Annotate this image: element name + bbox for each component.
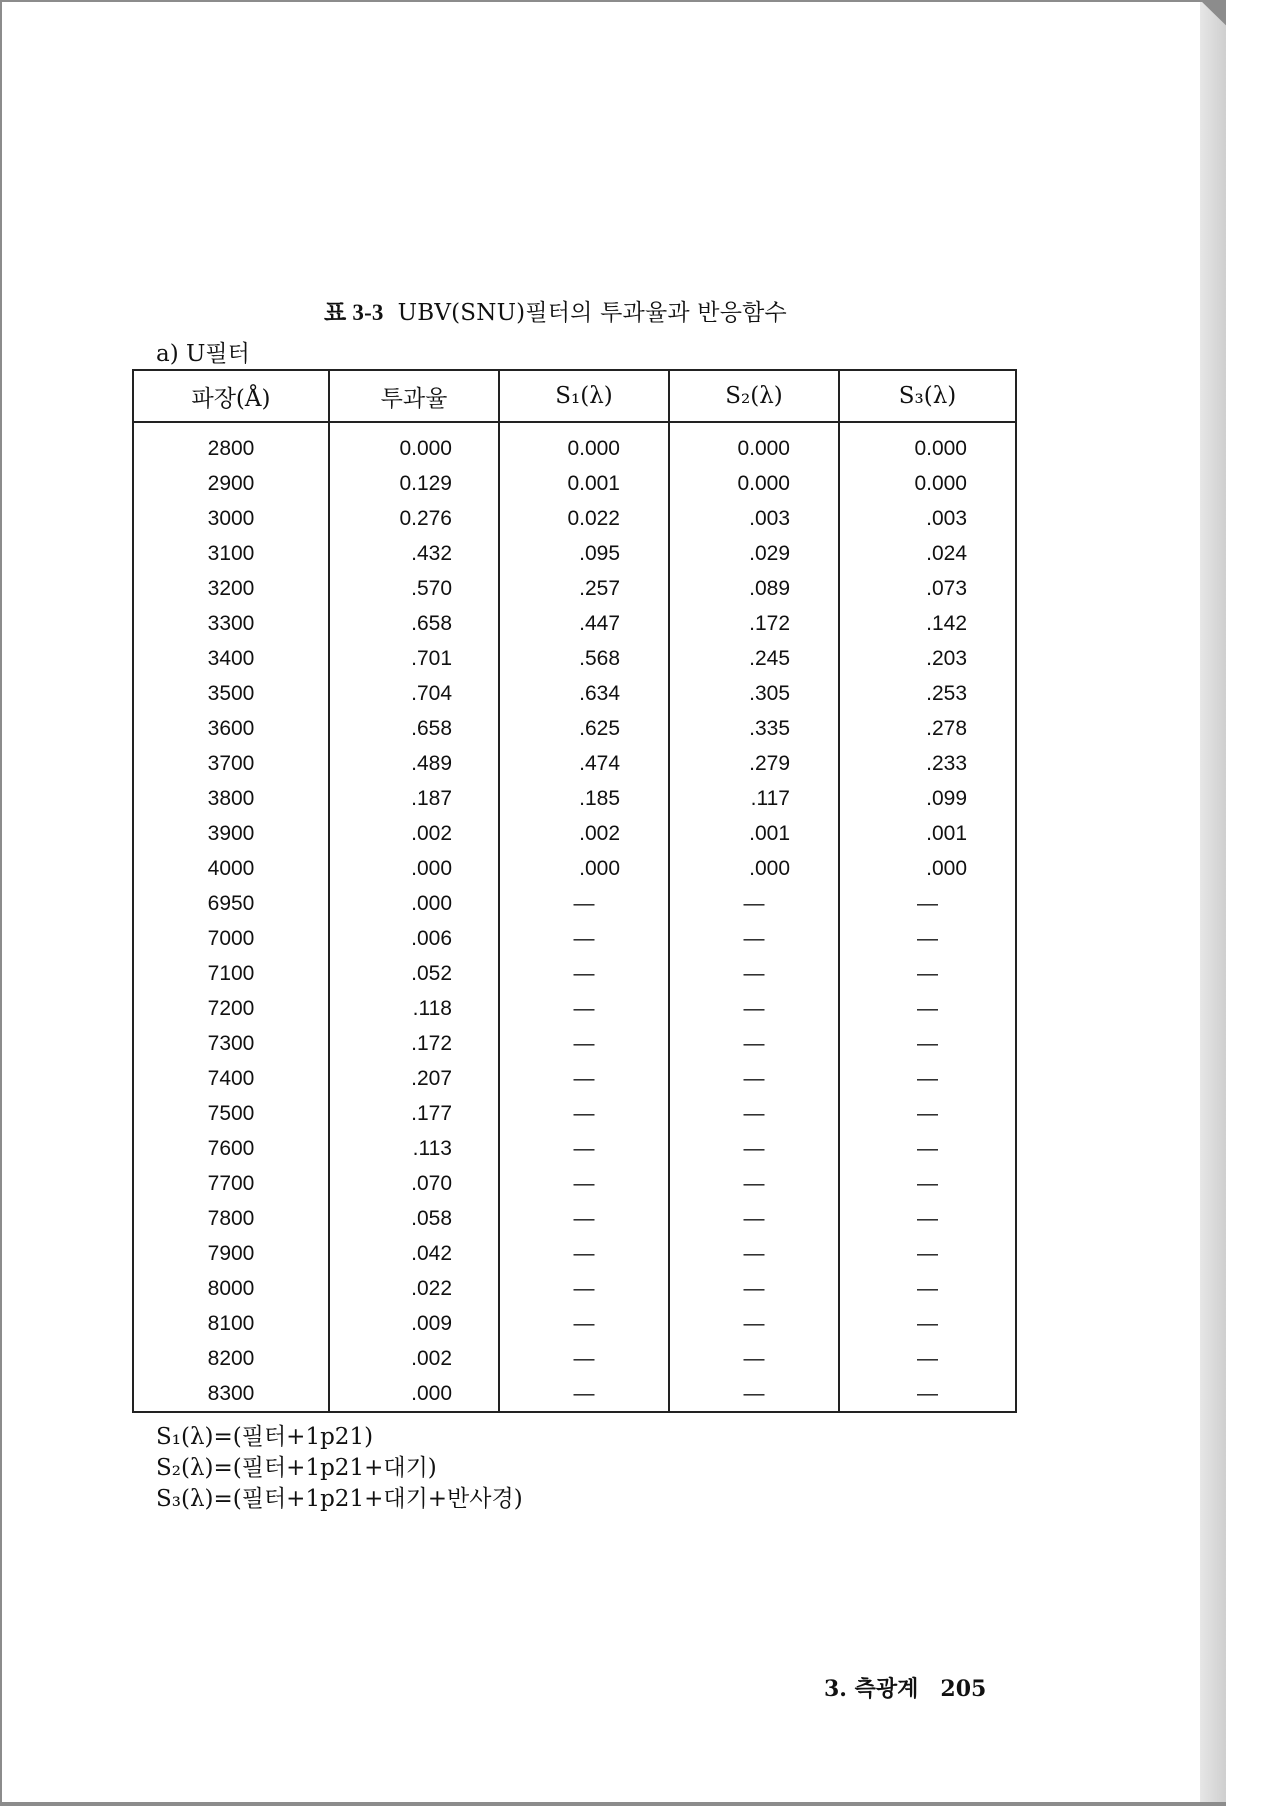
value-cell: 0.000	[499, 422, 669, 466]
value-cell: —	[839, 886, 1016, 921]
value-cell: .704	[329, 676, 499, 711]
value-cell: —	[839, 921, 1016, 956]
value-cell: —	[499, 1061, 669, 1096]
value-cell: 0.000	[839, 466, 1016, 501]
value-cell: .001	[839, 816, 1016, 851]
header-s1: S₁(λ)	[499, 370, 669, 422]
value-cell: —	[839, 1271, 1016, 1306]
value-cell: .042	[329, 1236, 499, 1271]
value-cell: .024	[839, 536, 1016, 571]
value-cell: .245	[669, 641, 839, 676]
value-cell: .432	[329, 536, 499, 571]
value-cell: —	[499, 1376, 669, 1412]
value-cell: .177	[329, 1096, 499, 1131]
header-s3: S₃(λ)	[839, 370, 1016, 422]
table-row	[133, 676, 1016, 711]
value-cell: .000	[329, 1376, 499, 1412]
table-number: 표 3-3	[324, 300, 384, 325]
value-cell: .447	[499, 606, 669, 641]
value-cell: —	[669, 956, 839, 991]
page-edge	[1200, 2, 1226, 1802]
wavelength-cell: 3700	[133, 746, 329, 781]
value-cell: .099	[839, 781, 1016, 816]
header-s2: S₂(λ)	[669, 370, 839, 422]
table-row	[133, 501, 1016, 536]
wavelength-cell: 8200	[133, 1341, 329, 1376]
value-cell: 0.000	[839, 422, 1016, 466]
wavelength-cell: 7400	[133, 1061, 329, 1096]
wavelength-cell: 7300	[133, 1026, 329, 1061]
value-cell: —	[669, 1026, 839, 1061]
value-cell: 0.129	[329, 466, 499, 501]
value-cell: .003	[839, 501, 1016, 536]
transmission-table	[132, 369, 1017, 1413]
value-cell: .474	[499, 746, 669, 781]
value-cell: .253	[839, 676, 1016, 711]
value-cell: .172	[669, 606, 839, 641]
value-cell: .279	[669, 746, 839, 781]
table-row	[133, 816, 1016, 851]
value-cell: .117	[669, 781, 839, 816]
table-row	[133, 781, 1016, 816]
document-page	[2, 2, 1200, 1802]
page-footer	[824, 1672, 986, 1703]
wavelength-cell: 3300	[133, 606, 329, 641]
wavelength-cell: 7100	[133, 956, 329, 991]
value-cell: —	[669, 1271, 839, 1306]
value-cell: .029	[669, 536, 839, 571]
value-cell: —	[839, 956, 1016, 991]
value-cell: .073	[839, 571, 1016, 606]
value-cell: .207	[329, 1061, 499, 1096]
table-row	[133, 1096, 1016, 1131]
value-cell: 0.001	[499, 466, 669, 501]
table-row	[133, 1201, 1016, 1236]
value-cell: —	[669, 1236, 839, 1271]
table-row	[133, 1341, 1016, 1376]
table-row	[133, 536, 1016, 571]
table-row	[133, 466, 1016, 501]
value-cell: —	[839, 1131, 1016, 1166]
table-caption: UBV(SNU)필터의 투과율과 반응함수	[397, 300, 787, 326]
value-cell: .172	[329, 1026, 499, 1061]
value-cell: .233	[839, 746, 1016, 781]
table-row	[133, 851, 1016, 886]
table-row	[133, 1026, 1016, 1061]
table-row	[133, 606, 1016, 641]
value-cell: .278	[839, 711, 1016, 746]
value-cell: .002	[329, 816, 499, 851]
wavelength-cell: 3400	[133, 641, 329, 676]
value-cell: —	[669, 1306, 839, 1341]
value-cell: —	[839, 1341, 1016, 1376]
value-cell: .089	[669, 571, 839, 606]
value-cell: 0.000	[669, 422, 839, 466]
value-cell: —	[839, 1166, 1016, 1201]
value-cell: .022	[329, 1271, 499, 1306]
value-cell: 0.276	[329, 501, 499, 536]
table-row	[133, 956, 1016, 991]
value-cell: —	[499, 956, 669, 991]
value-cell: —	[839, 1306, 1016, 1341]
wavelength-cell: 3100	[133, 536, 329, 571]
value-cell: .000	[669, 851, 839, 886]
value-cell: 0.000	[329, 422, 499, 466]
value-cell: —	[669, 1341, 839, 1376]
table-row	[133, 422, 1016, 466]
value-cell: —	[839, 1236, 1016, 1271]
value-cell: —	[499, 1236, 669, 1271]
table-row	[133, 746, 1016, 781]
note-s1: S₁(λ)=(필터+1p21)	[156, 1424, 374, 1450]
value-cell: .052	[329, 956, 499, 991]
wavelength-cell: 3200	[133, 571, 329, 606]
table-row	[133, 641, 1016, 676]
value-cell: .000	[499, 851, 669, 886]
value-cell: .305	[669, 676, 839, 711]
value-cell: .000	[329, 886, 499, 921]
value-cell: .006	[329, 921, 499, 956]
table-row	[133, 1131, 1016, 1166]
value-cell: .002	[499, 816, 669, 851]
value-cell: .625	[499, 711, 669, 746]
table-row	[133, 1236, 1016, 1271]
value-cell: —	[839, 1096, 1016, 1131]
value-cell: —	[669, 1166, 839, 1201]
value-cell: —	[499, 1201, 669, 1236]
wavelength-cell: 7000	[133, 921, 329, 956]
wavelength-cell: 4000	[133, 851, 329, 886]
value-cell: 0.000	[669, 466, 839, 501]
value-cell: —	[499, 1096, 669, 1131]
value-cell: —	[499, 1341, 669, 1376]
value-cell: —	[669, 1201, 839, 1236]
value-cell: .203	[839, 641, 1016, 676]
value-cell: —	[839, 1201, 1016, 1236]
table-row	[133, 921, 1016, 956]
value-cell: .095	[499, 536, 669, 571]
wavelength-cell: 8100	[133, 1306, 329, 1341]
value-cell: —	[669, 921, 839, 956]
value-cell: .634	[499, 676, 669, 711]
value-cell: .335	[669, 711, 839, 746]
value-cell: —	[499, 1131, 669, 1166]
wavelength-cell: 3000	[133, 501, 329, 536]
value-cell: —	[669, 1096, 839, 1131]
value-cell: .658	[329, 711, 499, 746]
note-s3: S₃(λ)=(필터+1p21+대기+반사경)	[156, 1486, 523, 1512]
value-cell: .185	[499, 781, 669, 816]
value-cell: 0.022	[499, 501, 669, 536]
value-cell: —	[499, 1271, 669, 1306]
table-row	[133, 571, 1016, 606]
value-cell: .113	[329, 1131, 499, 1166]
wavelength-cell: 7800	[133, 1201, 329, 1236]
value-cell: .002	[329, 1341, 499, 1376]
value-cell: —	[499, 886, 669, 921]
table-row	[133, 1166, 1016, 1201]
wavelength-cell: 8300	[133, 1376, 329, 1412]
table-row	[133, 1061, 1016, 1096]
wavelength-cell: 3500	[133, 676, 329, 711]
value-cell: .658	[329, 606, 499, 641]
value-cell: .118	[329, 991, 499, 1026]
wavelength-cell: 6950	[133, 886, 329, 921]
chapter-label: 3. 측광계	[824, 1676, 919, 1702]
value-cell: —	[499, 1306, 669, 1341]
table-row	[133, 886, 1016, 921]
page-number: 205	[940, 1676, 987, 1702]
header-transmission: 투과율	[329, 370, 499, 422]
table-row	[133, 1376, 1016, 1412]
wavelength-cell: 2900	[133, 466, 329, 501]
value-cell: —	[669, 886, 839, 921]
value-cell: .187	[329, 781, 499, 816]
value-cell: —	[839, 1026, 1016, 1061]
value-cell: .142	[839, 606, 1016, 641]
value-cell: .570	[329, 571, 499, 606]
value-cell: —	[499, 921, 669, 956]
wavelength-cell: 3900	[133, 816, 329, 851]
wavelength-cell: 7700	[133, 1166, 329, 1201]
header-wavelength: 파장(Å)	[133, 370, 329, 422]
value-cell: .009	[329, 1306, 499, 1341]
value-cell: .070	[329, 1166, 499, 1201]
wavelength-cell: 7500	[133, 1096, 329, 1131]
table-header-row	[133, 370, 1016, 422]
value-cell: —	[839, 991, 1016, 1026]
table-subtitle: a) U필터	[156, 341, 250, 367]
value-cell: .257	[499, 571, 669, 606]
table-title	[324, 294, 844, 327]
wavelength-cell: 7600	[133, 1131, 329, 1166]
wavelength-cell: 2800	[133, 422, 329, 466]
value-cell: .000	[839, 851, 1016, 886]
value-cell: —	[839, 1061, 1016, 1096]
value-cell: .000	[329, 851, 499, 886]
wavelength-cell: 7900	[133, 1236, 329, 1271]
table-row	[133, 711, 1016, 746]
value-cell: .003	[669, 501, 839, 536]
value-cell: —	[669, 991, 839, 1026]
value-cell: —	[499, 1166, 669, 1201]
wavelength-cell: 8000	[133, 1271, 329, 1306]
value-cell: —	[669, 1061, 839, 1096]
wavelength-cell: 3800	[133, 781, 329, 816]
note-s2: S₂(λ)=(필터+1p21+대기)	[156, 1455, 437, 1481]
value-cell: —	[839, 1376, 1016, 1412]
table-notes	[156, 1422, 523, 1515]
value-cell: —	[499, 1026, 669, 1061]
value-cell: .568	[499, 641, 669, 676]
wavelength-cell: 7200	[133, 991, 329, 1026]
table-row	[133, 1271, 1016, 1306]
value-cell: —	[669, 1376, 839, 1412]
table-row	[133, 991, 1016, 1026]
value-cell: .001	[669, 816, 839, 851]
value-cell: .701	[329, 641, 499, 676]
value-cell: —	[499, 991, 669, 1026]
value-cell: .489	[329, 746, 499, 781]
table-body	[133, 422, 1016, 1412]
table-row	[133, 1306, 1016, 1341]
wavelength-cell: 3600	[133, 711, 329, 746]
value-cell: —	[669, 1131, 839, 1166]
page-frame-right	[1226, 0, 1275, 1806]
value-cell: .058	[329, 1201, 499, 1236]
